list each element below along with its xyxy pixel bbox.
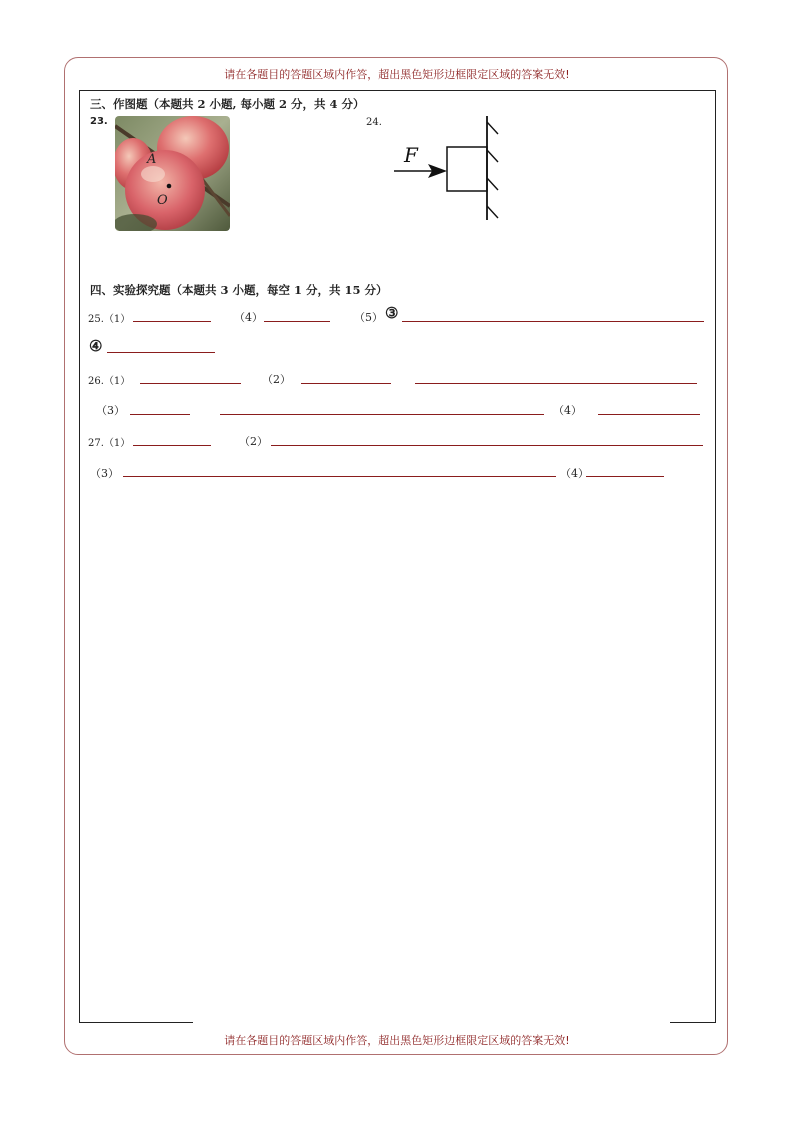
- apple-label-a: A: [147, 152, 157, 167]
- section4-heading: 四、实验探究题（本题共 3 小题，每空 1 分，共 15 分）: [90, 283, 388, 297]
- q26-part4: （4）: [553, 404, 582, 417]
- q27-part2: （2）: [239, 435, 268, 448]
- q27-blank-3[interactable]: [123, 476, 556, 477]
- q27-blank-1[interactable]: [133, 445, 211, 446]
- q26-blank-2b[interactable]: [415, 383, 697, 384]
- q25-blank-1[interactable]: [133, 321, 211, 322]
- answer-region-bottom-left: [79, 1022, 193, 1023]
- q25-blank-4[interactable]: [264, 321, 330, 322]
- q26-blank-1[interactable]: [140, 383, 241, 384]
- q27-number: 27.（1）: [88, 438, 131, 449]
- q26-part2: （2）: [262, 373, 291, 386]
- q26-number: 26.（1）: [88, 376, 131, 387]
- q26-blank-2a[interactable]: [301, 383, 391, 384]
- force-label: F: [404, 143, 418, 167]
- q25-circled-3: ③: [385, 304, 399, 322]
- apple-label-o: O: [157, 193, 168, 208]
- q27-part3: （3）: [90, 467, 119, 480]
- answer-region-bottom-right: [670, 1022, 716, 1023]
- q26-blank-3a[interactable]: [130, 414, 190, 415]
- q25-circled-4: ④: [89, 337, 103, 355]
- top-warning: 请在各题目的答题区域内作答，超出黑色矩形边框限定区域的答案无效!: [224, 68, 570, 81]
- q26-blank-4[interactable]: [598, 414, 700, 415]
- q25-part4: （4）: [234, 311, 263, 324]
- force-diagram: [390, 114, 510, 230]
- q25-part5: （5）: [354, 311, 383, 324]
- section3-heading: 三、作图题（本题共 2 小题, 每小题 2 分，共 4 分）: [90, 97, 365, 111]
- q27-blank-4[interactable]: [586, 476, 664, 477]
- q25-blank-5-3[interactable]: [402, 321, 704, 322]
- q25-number: 25.（1）: [88, 314, 131, 325]
- q24-number: 24.: [366, 117, 382, 128]
- apple-photo: [115, 116, 230, 231]
- q27-blank-2[interactable]: [271, 445, 703, 446]
- q25-blank-5-4[interactable]: [107, 352, 215, 353]
- q26-blank-3b[interactable]: [220, 414, 544, 415]
- bottom-warning: 请在各题目的答题区域内作答，超出黑色矩形边框限定区域的答案无效!: [224, 1034, 570, 1047]
- q26-part3: （3）: [96, 404, 125, 417]
- q23-number: 23.: [90, 116, 108, 127]
- q27-part4: （4）: [560, 467, 589, 480]
